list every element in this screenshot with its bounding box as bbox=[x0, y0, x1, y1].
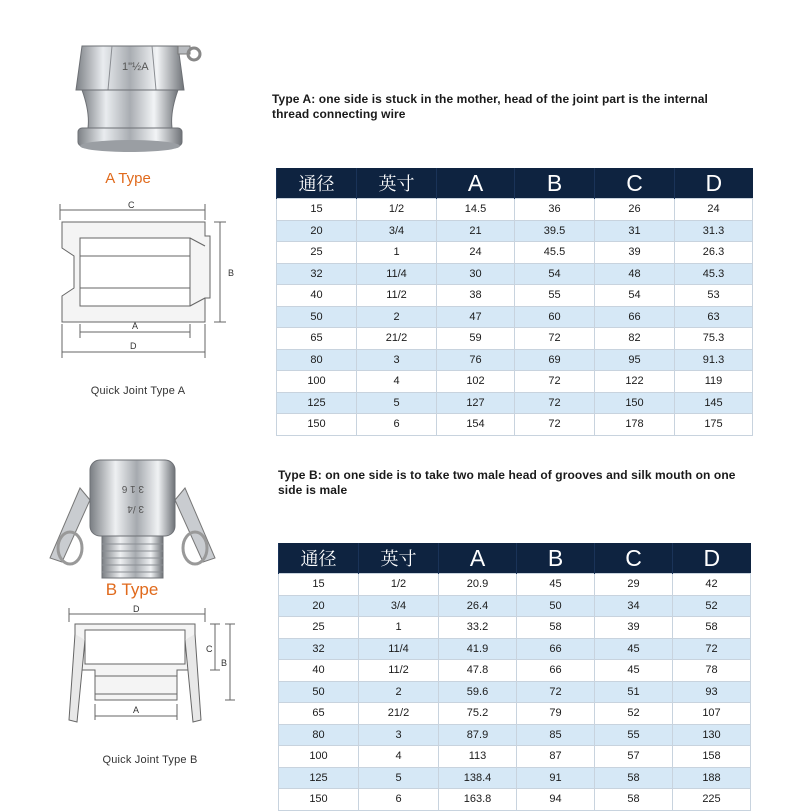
table-row bbox=[279, 660, 751, 682]
table-cell: 47.8 bbox=[439, 660, 517, 682]
type-b-label: B Type bbox=[105, 580, 159, 599]
column-header: A bbox=[437, 168, 515, 199]
table-cell: 39.5 bbox=[515, 220, 595, 242]
table-row bbox=[277, 285, 753, 307]
table-cell: 39 bbox=[595, 242, 675, 264]
table-cell: 6 bbox=[357, 414, 437, 436]
table-cell: 14.5 bbox=[437, 199, 515, 221]
table-cell: 72 bbox=[517, 681, 595, 703]
table-cell: 113 bbox=[439, 746, 517, 768]
table-row bbox=[279, 703, 751, 725]
table-cell: 24 bbox=[675, 199, 753, 221]
dim-c-label: C bbox=[128, 200, 135, 210]
table-cell: 65 bbox=[279, 703, 359, 725]
table-cell: 45.3 bbox=[675, 263, 753, 285]
table-cell: 163.8 bbox=[439, 789, 517, 811]
type-a-spec-table bbox=[276, 168, 753, 436]
table-cell: 40 bbox=[277, 285, 357, 307]
table-cell: 5 bbox=[357, 392, 437, 414]
table-cell: 21/2 bbox=[359, 703, 439, 725]
table-cell: 95 bbox=[595, 349, 675, 371]
type-b-caption: Quick Joint Type B bbox=[102, 754, 198, 766]
type-b-product-image bbox=[40, 448, 225, 588]
table-row bbox=[279, 617, 751, 639]
table-cell: 65 bbox=[277, 328, 357, 350]
table-cell: 80 bbox=[279, 724, 359, 746]
table-cell: 178 bbox=[595, 414, 675, 436]
column-header: B bbox=[517, 543, 595, 574]
table-cell: 21/2 bbox=[357, 328, 437, 350]
table-cell: 1 bbox=[357, 242, 437, 264]
column-header: A bbox=[439, 543, 517, 574]
table-row bbox=[279, 595, 751, 617]
table-cell: 150 bbox=[277, 414, 357, 436]
table-cell: 63 bbox=[675, 306, 753, 328]
table-cell: 80 bbox=[277, 349, 357, 371]
table-cell: 32 bbox=[279, 638, 359, 660]
table-cell: 39 bbox=[595, 617, 673, 639]
table-cell: 41.9 bbox=[439, 638, 517, 660]
table-cell: 150 bbox=[279, 789, 359, 811]
table-row bbox=[279, 746, 751, 768]
dim-b-label: B bbox=[228, 268, 235, 278]
table-cell: 107 bbox=[673, 703, 751, 725]
table-cell: 29 bbox=[595, 574, 673, 596]
table-cell: 60 bbox=[515, 306, 595, 328]
table-cell: 2 bbox=[357, 306, 437, 328]
table-cell: 76 bbox=[437, 349, 515, 371]
table-cell: 50 bbox=[517, 595, 595, 617]
table-cell: 15 bbox=[277, 199, 357, 221]
type-a-product-image bbox=[60, 32, 210, 160]
type-a-product-mark: 1"½A bbox=[122, 61, 149, 73]
table-cell: 72 bbox=[515, 371, 595, 393]
column-header: D bbox=[673, 543, 751, 574]
table-cell: 4 bbox=[357, 371, 437, 393]
table-cell: 45 bbox=[595, 660, 673, 682]
table-cell: 72 bbox=[673, 638, 751, 660]
table-cell: 145 bbox=[675, 392, 753, 414]
table-cell: 55 bbox=[595, 724, 673, 746]
table-row bbox=[277, 199, 753, 221]
table-cell: 25 bbox=[277, 242, 357, 264]
table-cell: 51 bbox=[595, 681, 673, 703]
type-b-product-mark-2: 3 /4 bbox=[127, 503, 144, 514]
table-cell: 54 bbox=[595, 285, 675, 307]
table-cell: 1/2 bbox=[357, 199, 437, 221]
table-cell: 138.4 bbox=[439, 767, 517, 789]
table-cell: 11/4 bbox=[359, 638, 439, 660]
table-cell: 50 bbox=[279, 681, 359, 703]
table-cell: 85 bbox=[517, 724, 595, 746]
table-cell: 26.3 bbox=[675, 242, 753, 264]
dim-d-label-b: D bbox=[133, 604, 140, 614]
table-cell: 150 bbox=[595, 392, 675, 414]
dim-c-label-b: C bbox=[206, 644, 213, 654]
type-a-drawing bbox=[40, 196, 240, 366]
table-cell: 21 bbox=[437, 220, 515, 242]
table-cell: 26 bbox=[595, 199, 675, 221]
table-cell: 58 bbox=[517, 617, 595, 639]
table-row bbox=[279, 681, 751, 703]
table-row bbox=[277, 263, 753, 285]
table-cell: 54 bbox=[515, 263, 595, 285]
column-header: B bbox=[515, 168, 595, 199]
table-row bbox=[277, 328, 753, 350]
table-cell: 1/2 bbox=[359, 574, 439, 596]
table-cell: 42 bbox=[673, 574, 751, 596]
table-cell: 45 bbox=[517, 574, 595, 596]
table-cell: 175 bbox=[675, 414, 753, 436]
table-cell: 1 bbox=[359, 617, 439, 639]
table-cell: 79 bbox=[517, 703, 595, 725]
column-header: 通径 bbox=[279, 543, 359, 574]
table-cell: 3/4 bbox=[359, 595, 439, 617]
table-row bbox=[277, 414, 753, 436]
table-cell: 3 bbox=[359, 724, 439, 746]
table-cell: 55 bbox=[515, 285, 595, 307]
table-cell: 100 bbox=[277, 371, 357, 393]
table-cell: 119 bbox=[675, 371, 753, 393]
type-b-spec-table bbox=[278, 543, 751, 811]
column-header: 英寸 bbox=[357, 168, 437, 199]
table-cell: 127 bbox=[437, 392, 515, 414]
table-cell: 130 bbox=[673, 724, 751, 746]
table-cell: 33.2 bbox=[439, 617, 517, 639]
table-cell: 20 bbox=[279, 595, 359, 617]
column-header: 英寸 bbox=[359, 543, 439, 574]
table-cell: 66 bbox=[517, 660, 595, 682]
table-cell: 87 bbox=[517, 746, 595, 768]
table-cell: 15 bbox=[279, 574, 359, 596]
table-cell: 94 bbox=[517, 789, 595, 811]
type-a-label: A Type bbox=[105, 170, 151, 187]
table-cell: 31 bbox=[595, 220, 675, 242]
column-header: D bbox=[675, 168, 753, 199]
dim-a-label-b: A bbox=[133, 705, 140, 715]
table-cell: 5 bbox=[359, 767, 439, 789]
table-cell: 59.6 bbox=[439, 681, 517, 703]
column-header: C bbox=[595, 168, 675, 199]
table-cell: 75.2 bbox=[439, 703, 517, 725]
table-cell: 2 bbox=[359, 681, 439, 703]
table-cell: 69 bbox=[515, 349, 595, 371]
table-cell: 4 bbox=[359, 746, 439, 768]
table-cell: 6 bbox=[359, 789, 439, 811]
table-header-row bbox=[279, 543, 751, 574]
table-cell: 53 bbox=[675, 285, 753, 307]
table-cell: 30 bbox=[437, 263, 515, 285]
table-cell: 72 bbox=[515, 392, 595, 414]
table-cell: 225 bbox=[673, 789, 751, 811]
table-cell: 72 bbox=[515, 414, 595, 436]
table-cell: 52 bbox=[673, 595, 751, 617]
table-cell: 72 bbox=[515, 328, 595, 350]
table-row bbox=[277, 371, 753, 393]
table-cell: 45 bbox=[595, 638, 673, 660]
table-row bbox=[279, 767, 751, 789]
table-row bbox=[279, 638, 751, 660]
type-a-description: Type A: one side is stuck in the mother, head of the joint part is the internal thread connecting wire bbox=[272, 92, 708, 121]
table-cell: 45.5 bbox=[515, 242, 595, 264]
type-b-product-mark: 3 1 6 bbox=[121, 483, 144, 494]
table-cell: 25 bbox=[279, 617, 359, 639]
table-cell: 36 bbox=[515, 199, 595, 221]
table-cell: 75.3 bbox=[675, 328, 753, 350]
table-cell: 66 bbox=[595, 306, 675, 328]
column-header: 通径 bbox=[277, 168, 357, 199]
type-a-caption: Quick Joint Type A bbox=[90, 385, 186, 397]
table-cell: 78 bbox=[673, 660, 751, 682]
table-cell: 11/4 bbox=[357, 263, 437, 285]
table-cell: 3 bbox=[357, 349, 437, 371]
table-cell: 57 bbox=[595, 746, 673, 768]
table-cell: 87.9 bbox=[439, 724, 517, 746]
table-cell: 32 bbox=[277, 263, 357, 285]
type-b-drawing bbox=[55, 600, 240, 740]
table-cell: 59 bbox=[437, 328, 515, 350]
table-cell: 38 bbox=[437, 285, 515, 307]
table-cell: 125 bbox=[277, 392, 357, 414]
table-cell: 47 bbox=[437, 306, 515, 328]
table-cell: 34 bbox=[595, 595, 673, 617]
table-header-row bbox=[277, 168, 753, 199]
table-cell: 48 bbox=[595, 263, 675, 285]
table-cell: 125 bbox=[279, 767, 359, 789]
table-row bbox=[279, 789, 751, 811]
type-b-description: Type B: on one side is to take two male head of grooves and silk mouth on one side is male bbox=[278, 468, 736, 497]
table-cell: 40 bbox=[279, 660, 359, 682]
table-cell: 66 bbox=[517, 638, 595, 660]
table-cell: 58 bbox=[595, 767, 673, 789]
table-cell: 102 bbox=[437, 371, 515, 393]
table-cell: 11/2 bbox=[359, 660, 439, 682]
table-cell: 31.3 bbox=[675, 220, 753, 242]
table-cell: 122 bbox=[595, 371, 675, 393]
table-cell: 93 bbox=[673, 681, 751, 703]
table-cell: 91.3 bbox=[675, 349, 753, 371]
table-row bbox=[279, 574, 751, 596]
table-cell: 91 bbox=[517, 767, 595, 789]
dim-b-label-b: B bbox=[221, 658, 228, 668]
table-row bbox=[277, 349, 753, 371]
table-row bbox=[277, 306, 753, 328]
table-cell: 158 bbox=[673, 746, 751, 768]
table-row bbox=[277, 392, 753, 414]
dim-a-label: A bbox=[132, 321, 139, 331]
table-cell: 26.4 bbox=[439, 595, 517, 617]
table-row bbox=[277, 220, 753, 242]
table-cell: 188 bbox=[673, 767, 751, 789]
table-cell: 11/2 bbox=[357, 285, 437, 307]
table-row bbox=[279, 724, 751, 746]
column-header: C bbox=[595, 543, 673, 574]
table-cell: 20 bbox=[277, 220, 357, 242]
table-row bbox=[277, 242, 753, 264]
table-cell: 50 bbox=[277, 306, 357, 328]
table-cell: 100 bbox=[279, 746, 359, 768]
table-cell: 3/4 bbox=[357, 220, 437, 242]
dim-d-label: D bbox=[130, 341, 137, 351]
table-cell: 24 bbox=[437, 242, 515, 264]
table-cell: 20.9 bbox=[439, 574, 517, 596]
table-cell: 82 bbox=[595, 328, 675, 350]
table-cell: 52 bbox=[595, 703, 673, 725]
table-cell: 58 bbox=[673, 617, 751, 639]
table-cell: 58 bbox=[595, 789, 673, 811]
table-cell: 154 bbox=[437, 414, 515, 436]
